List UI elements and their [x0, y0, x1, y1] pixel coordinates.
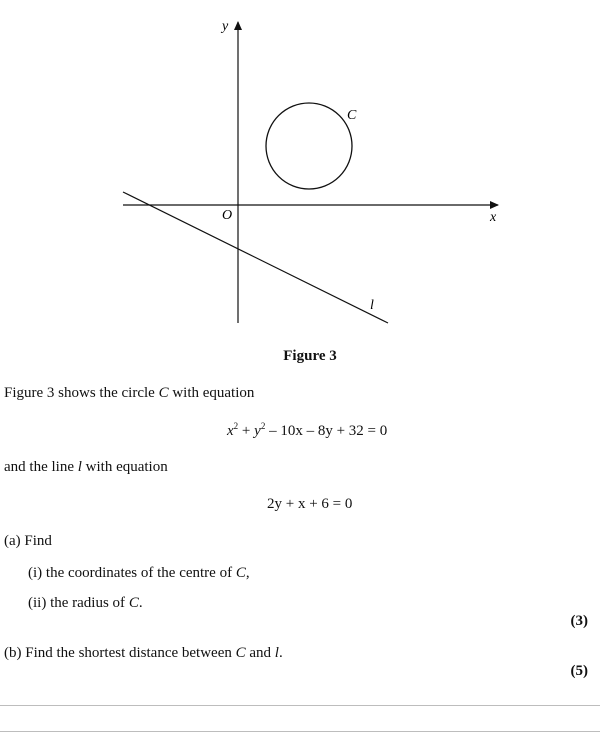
var-c: C: [128, 595, 139, 611]
var-l: l: [274, 645, 279, 661]
question-b-marks: (5): [570, 663, 588, 679]
answer-line: [0, 731, 600, 732]
y-axis-label: y: [222, 19, 229, 34]
origin-label: O: [222, 208, 233, 223]
answer-line: [0, 705, 600, 706]
var-c: C: [158, 385, 169, 401]
intro-line-1: [4, 385, 254, 402]
eq-rest: – 10x – 8y + 32 = 0: [265, 423, 388, 439]
question-a-part-ii: [28, 595, 143, 612]
question-b-text: and: [245, 645, 275, 661]
question-b-text: (b) Find the shortest distance between: [4, 645, 236, 661]
question-a-label: (a) Find: [4, 533, 52, 549]
line-l: [123, 192, 388, 323]
question-b-text: .: [278, 645, 283, 661]
intro-text: with equation: [81, 459, 168, 475]
var-c: C: [235, 565, 246, 581]
part-i-text: ,: [245, 565, 250, 581]
intro-line-2: [4, 459, 168, 476]
circle-c: [266, 103, 352, 189]
var-c: C: [235, 645, 246, 661]
question-a-marks: (3): [570, 613, 588, 629]
eq-square: 2: [233, 421, 239, 431]
part-i-text: (i) the coordinates of the centre of: [28, 565, 236, 581]
var-l: l: [77, 459, 82, 475]
eq-square: 2: [260, 421, 266, 431]
eq-plus: +: [238, 423, 255, 439]
x-axis-label: x: [490, 210, 497, 225]
eq-y: y: [254, 423, 261, 439]
question-a-part-i: [28, 565, 250, 582]
figure-caption: Figure 3: [283, 348, 337, 364]
intro-text: and the line: [4, 459, 78, 475]
circle-equation: [227, 423, 387, 440]
eq-x: x: [227, 423, 234, 439]
line-label: l: [370, 298, 374, 313]
part-ii-text: (ii) the radius of: [28, 595, 129, 611]
question-b: [4, 645, 283, 662]
intro-text: with equation: [168, 385, 255, 401]
intro-text: Figure 3 shows the circle: [4, 385, 159, 401]
circle-label: C: [347, 108, 357, 123]
line-equation: 2y + x + 6 = 0: [267, 496, 353, 512]
figure-3-diagram: [0, 0, 600, 340]
part-ii-text: .: [138, 595, 143, 611]
